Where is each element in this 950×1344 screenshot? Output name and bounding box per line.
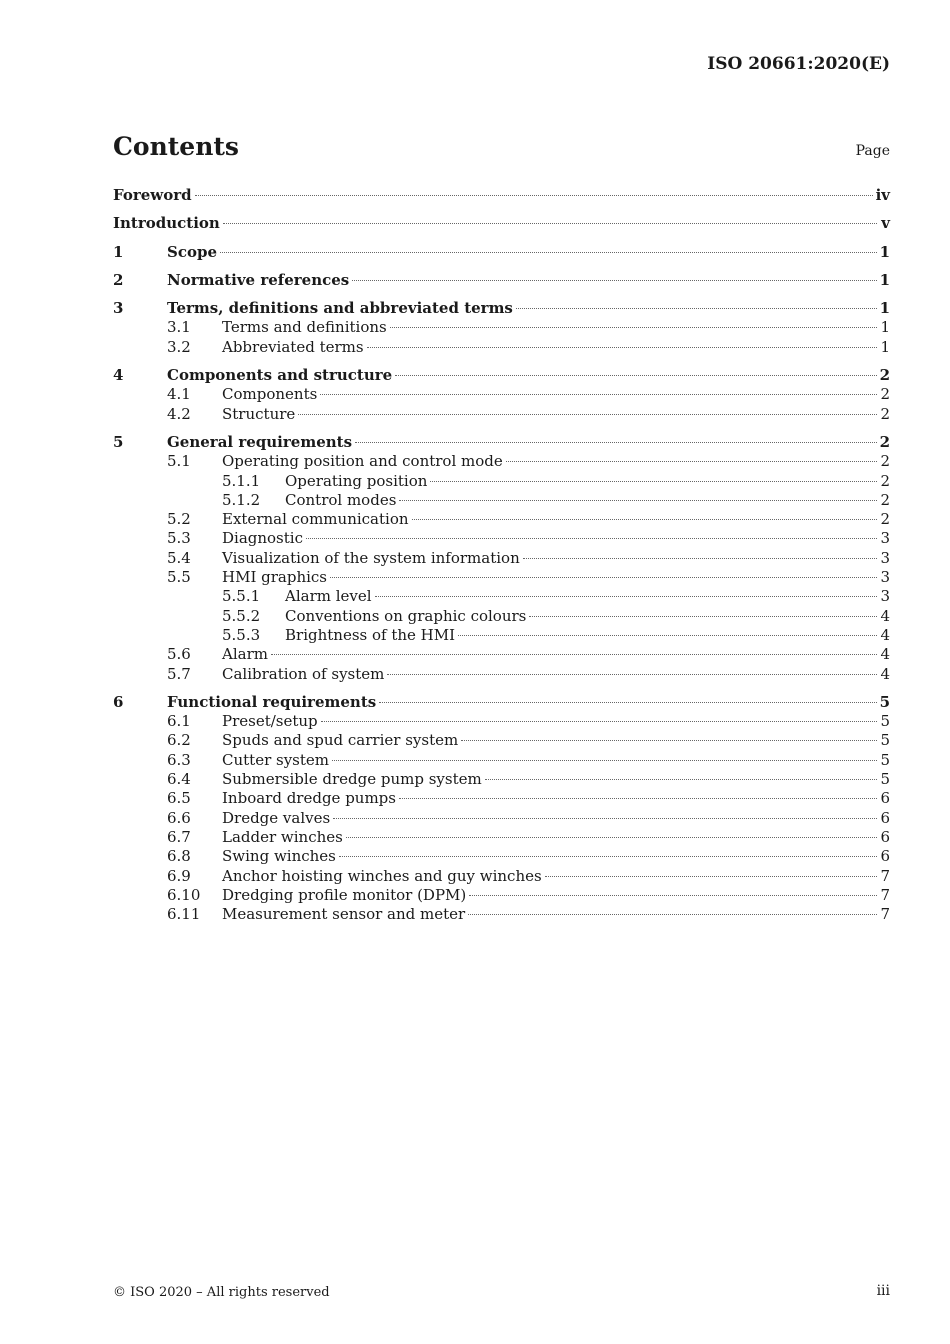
dot-leader <box>339 856 877 857</box>
toc-entry-title[interactable]: Anchor hoisting winches and guy winches <box>222 866 542 885</box>
toc-entry-number: 5.7 <box>167 664 191 683</box>
toc-entry-title[interactable]: Foreword <box>113 186 192 204</box>
toc-entry-page[interactable]: 7 <box>880 866 890 885</box>
toc-entry-title[interactable]: Spuds and spud carrier system <box>222 731 459 750</box>
toc-entry[interactable] <box>113 338 890 357</box>
toc-entry-title[interactable]: Brightness of the HMI <box>285 625 456 644</box>
toc-entry-page[interactable]: 2 <box>880 404 890 423</box>
dot-leader <box>355 442 877 443</box>
toc-entry-title[interactable]: Alarm <box>222 645 268 664</box>
toc-entry[interactable] <box>113 452 890 471</box>
document-code: ISO 20661:2020(E) <box>707 54 890 74</box>
toc-entry-number: 6.5 <box>167 789 191 808</box>
toc-entry-number: 5.5 <box>167 568 191 587</box>
toc-entry-number: 5.3 <box>167 529 191 548</box>
toc-entry-page[interactable]: 5 <box>880 731 890 750</box>
dot-leader <box>545 876 877 877</box>
toc-entry-page[interactable]: 1 <box>879 242 890 261</box>
toc-entry-title[interactable]: Functional requirements <box>167 692 377 711</box>
dot-leader <box>529 616 877 617</box>
toc-entry-page[interactable]: 1 <box>880 318 890 337</box>
toc-entry[interactable] <box>113 510 890 529</box>
dot-leader <box>458 635 877 636</box>
dot-leader <box>485 779 877 780</box>
toc-entry-number: 1 <box>113 242 124 261</box>
toc-entry-number: 3 <box>113 299 124 318</box>
toc-entry-title[interactable]: Control modes <box>285 490 397 509</box>
toc-entry-page[interactable]: 5 <box>880 750 890 769</box>
toc-entry-page[interactable]: 6 <box>880 789 890 808</box>
toc-entry[interactable] <box>113 789 890 808</box>
toc-entry-title[interactable]: Components and structure <box>167 366 393 385</box>
toc-entry-page[interactable]: 4 <box>880 625 890 644</box>
toc-entry[interactable] <box>113 318 890 337</box>
toc-entry-page[interactable]: 7 <box>880 905 890 924</box>
toc-entry-title[interactable]: Calibration of system <box>222 664 385 683</box>
toc-entry-title[interactable]: Terms, definitions and abbreviated terms <box>167 299 513 318</box>
toc-entry-title[interactable]: Swing winches <box>222 847 336 866</box>
toc-entry-number: 6.11 <box>167 905 201 924</box>
toc-entry-page[interactable]: 2 <box>880 510 890 529</box>
dot-leader <box>461 740 877 741</box>
toc-entry[interactable] <box>113 549 890 568</box>
toc-entry-title[interactable]: Visualization of the system information <box>222 548 520 567</box>
toc-entry-title[interactable]: Structure <box>222 404 296 423</box>
toc-entry-page[interactable]: 2 <box>879 366 890 385</box>
toc-entry[interactable] <box>113 299 890 318</box>
toc-entry-page[interactable]: 6 <box>880 847 890 866</box>
toc-entry[interactable] <box>113 243 890 262</box>
toc-entry-number: 5.4 <box>167 548 191 567</box>
toc-entry-title[interactable]: Dredging profile monitor (DPM) <box>222 885 467 904</box>
dot-leader <box>223 223 877 224</box>
toc-entry-page[interactable]: 3 <box>880 568 890 587</box>
toc-entry-title[interactable]: Introduction <box>113 214 220 233</box>
table-of-contents <box>113 186 890 924</box>
toc-entry-page[interactable]: 2 <box>880 385 890 404</box>
dot-leader <box>387 674 877 675</box>
toc-entry-number: 4 <box>113 366 124 385</box>
toc-entry-title[interactable]: Ladder winches <box>222 827 343 846</box>
toc-entry-number: 5.1.2 <box>222 490 261 509</box>
toc-entry-title[interactable]: Dredge valves <box>222 808 331 827</box>
dot-leader <box>399 798 877 799</box>
toc-entry-number: 5.1 <box>167 452 191 471</box>
dot-leader <box>395 375 876 376</box>
toc-entry-number: 5.2 <box>167 510 191 529</box>
toc-entry-page[interactable]: 5 <box>879 692 890 711</box>
dot-leader <box>220 252 877 253</box>
toc-entry-number: 4.2 <box>167 404 191 423</box>
dot-leader <box>298 414 877 415</box>
toc-entry[interactable] <box>113 186 890 205</box>
toc-entry-number: 3.1 <box>167 318 191 337</box>
toc-entry-page[interactable]: 5 <box>880 770 890 789</box>
toc-entry-number: 6.4 <box>167 770 191 789</box>
toc-entry-number: 2 <box>113 270 124 289</box>
dot-leader <box>346 837 877 838</box>
toc-entry-number: 5 <box>113 432 124 451</box>
dot-leader <box>390 327 877 328</box>
toc-entry[interactable] <box>113 529 890 548</box>
toc-entry-number: 5.6 <box>167 645 191 664</box>
toc-entry-title[interactable]: General requirements <box>167 432 353 451</box>
toc-entry[interactable] <box>113 626 890 645</box>
toc-entry-page[interactable]: 2 <box>880 490 890 509</box>
toc-entry-page[interactable]: 1 <box>880 337 890 356</box>
toc-entry-title[interactable]: Preset/setup <box>222 712 318 731</box>
dot-leader <box>332 760 877 761</box>
toc-entry[interactable] <box>113 271 890 290</box>
toc-entry-title[interactable]: Abbreviated terms <box>222 337 364 356</box>
toc-entry-page[interactable]: 4 <box>880 664 890 683</box>
toc-entry-page[interactable]: 4 <box>880 645 890 664</box>
dot-leader <box>320 394 877 395</box>
dot-leader <box>469 895 877 896</box>
toc-entry-number: 6.3 <box>167 750 191 769</box>
page-column-label: Page <box>855 143 890 159</box>
toc-entry[interactable] <box>113 828 890 847</box>
dot-leader <box>412 519 877 520</box>
dot-leader <box>516 308 877 309</box>
dot-leader <box>330 577 877 578</box>
toc-entry-title[interactable]: Terms and definitions <box>222 318 387 337</box>
toc-entry-number: 5.5.3 <box>222 625 261 644</box>
dot-leader <box>430 481 877 482</box>
toc-entry-number: 5.5.2 <box>222 606 261 625</box>
toc-entry-title[interactable]: Conventions on graphic colours <box>285 606 527 625</box>
dot-leader <box>379 702 876 703</box>
dot-leader <box>352 280 876 281</box>
toc-entry-title[interactable]: Operating position and control mode <box>222 452 503 471</box>
toc-entry[interactable] <box>113 809 890 828</box>
toc-entry[interactable] <box>113 867 890 886</box>
dot-leader <box>375 596 877 597</box>
toc-entry[interactable] <box>113 665 890 684</box>
toc-entry[interactable] <box>113 491 890 510</box>
toc-entry[interactable] <box>113 731 890 750</box>
toc-entry-title[interactable]: Components <box>222 385 318 404</box>
toc-entry-number: 6.10 <box>167 885 201 904</box>
toc-entry-title[interactable]: Inboard dredge pumps <box>222 789 396 808</box>
toc-entry[interactable] <box>113 847 890 866</box>
toc-entry[interactable] <box>113 886 890 905</box>
toc-entry-page[interactable]: v <box>881 214 890 233</box>
dot-leader <box>399 500 877 501</box>
toc-entry[interactable] <box>113 712 890 731</box>
dot-leader <box>523 558 877 559</box>
toc-entry[interactable] <box>113 607 890 626</box>
toc-entry[interactable] <box>113 751 890 770</box>
toc-entry[interactable] <box>113 693 890 712</box>
dot-leader <box>333 818 877 819</box>
toc-entry[interactable] <box>113 905 890 924</box>
toc-entry[interactable] <box>113 385 890 404</box>
toc-entry-page[interactable]: 3 <box>880 587 890 606</box>
toc-entry-number: 6.1 <box>167 712 191 731</box>
toc-entry-number: 3.2 <box>167 337 191 356</box>
toc-entry-page[interactable]: 1 <box>879 299 890 318</box>
toc-entry[interactable] <box>113 645 890 664</box>
toc-entry-title[interactable]: Alarm level <box>285 587 372 606</box>
toc-entry-number: 5.5.1 <box>222 587 261 606</box>
toc-entry-page[interactable]: 3 <box>880 548 890 567</box>
toc-entry[interactable] <box>113 433 890 452</box>
toc-entry-number: 6.8 <box>167 847 191 866</box>
toc-entry-page[interactable]: 2 <box>880 471 890 490</box>
dot-leader <box>321 721 877 722</box>
toc-entry-title[interactable]: Cutter system <box>222 750 330 769</box>
copyright-notice: © ISO 2020 – All rights reserved <box>113 1285 330 1300</box>
toc-entry-page[interactable]: 5 <box>880 712 890 731</box>
toc-entry-number: 6.7 <box>167 827 191 846</box>
dot-leader <box>271 654 877 655</box>
toc-entry[interactable] <box>113 214 890 233</box>
toc-entry[interactable] <box>113 405 890 424</box>
page-title: Contents <box>113 132 240 161</box>
toc-entry-title[interactable]: Measurement sensor and meter <box>222 905 466 924</box>
toc-entry-page[interactable]: 2 <box>879 432 890 451</box>
toc-entry-page[interactable]: 7 <box>880 885 890 904</box>
toc-entry-title[interactable]: HMI graphics <box>222 568 328 587</box>
toc-entry-title[interactable]: Diagnostic <box>222 529 303 548</box>
toc-entry-page[interactable]: 4 <box>880 606 890 625</box>
toc-entry-number: 6.9 <box>167 866 191 885</box>
toc-entry[interactable] <box>113 568 890 587</box>
toc-entry-page[interactable]: 6 <box>880 808 890 827</box>
toc-entry-page[interactable]: 1 <box>879 270 890 289</box>
toc-entry-title[interactable]: External communication <box>222 510 409 529</box>
dot-leader <box>367 347 877 348</box>
dot-leader <box>468 914 877 915</box>
toc-entry-title[interactable]: Normative references <box>167 270 350 289</box>
dot-leader <box>506 461 877 462</box>
dot-leader <box>195 195 873 196</box>
toc-entry-number: 6 <box>113 692 124 711</box>
toc-entry-title[interactable]: Scope <box>167 242 218 261</box>
toc-entry-number: 6.2 <box>167 731 191 750</box>
toc-entry[interactable] <box>113 366 890 385</box>
page-number: iii <box>876 1283 890 1299</box>
toc-entry-number: 4.1 <box>167 385 191 404</box>
toc-entry-page[interactable]: 3 <box>880 529 890 548</box>
toc-entry[interactable] <box>113 472 890 491</box>
toc-entry-page[interactable]: 6 <box>880 827 890 846</box>
toc-entry-number: 6.6 <box>167 808 191 827</box>
toc-entry-page[interactable]: 2 <box>880 452 890 471</box>
toc-entry-number: 5.1.1 <box>222 471 261 490</box>
toc-entry-page[interactable]: iv <box>875 186 890 204</box>
toc-entry-title[interactable]: Submersible dredge pump system <box>222 770 482 789</box>
toc-entry[interactable] <box>113 587 890 606</box>
toc-entry[interactable] <box>113 770 890 789</box>
dot-leader <box>306 538 877 539</box>
toc-entry-title[interactable]: Operating position <box>285 471 428 490</box>
